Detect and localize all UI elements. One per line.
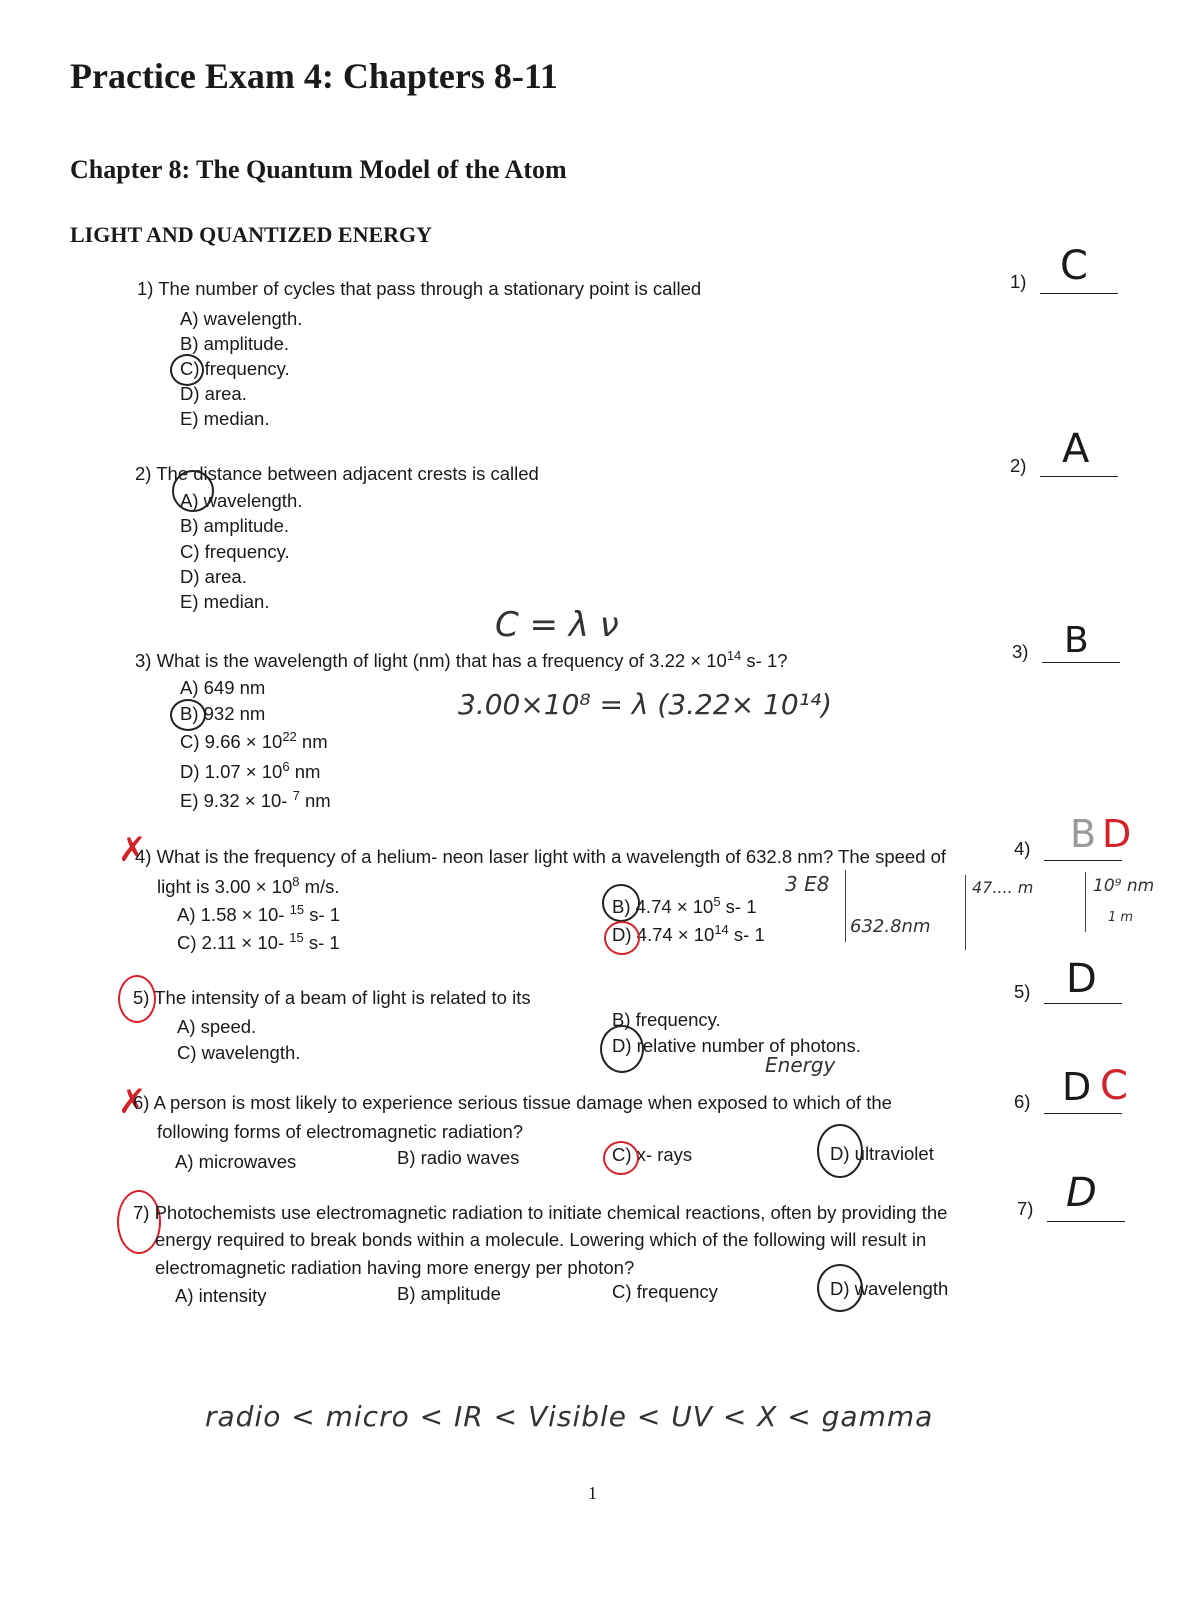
q1-answer-number: 1) [1010,271,1027,292]
chapter-heading: Chapter 8: The Quantum Model of the Atom [70,155,567,184]
q4-wrong-mark-icon: ✗ [118,830,147,870]
q5-answer-number: 5) [1014,981,1031,1002]
q3-option-b: B) 932 nm [180,703,266,724]
q4-note-unit: 1 m [1108,910,1134,925]
q6-answer-line [1044,1113,1122,1114]
q1-option-b: B) amplitude. [180,333,289,354]
question-4-text-line1: 4) What is the frequency of a helium- neon laser light with a wavelength of 632.8 nm? The speed of [135,846,947,867]
question-7-text-line2: energy required to break bonds within a molecule. Lowering which of the following will result in [155,1229,927,1250]
q6-option-d: D) ultraviolet [830,1143,934,1164]
q4-answer-circle-d [604,921,640,955]
q4-correction-letter: D [1102,812,1132,856]
q4-answer-circle-b [602,884,640,922]
q4-option-c: C) 2.11 × 10- $^{15}$ s- 1 [177,929,340,953]
q2-option-c: C) frequency. [180,541,290,562]
q3-option-e: E) 9.32 × 10- $^7$ nm [180,787,331,811]
q4-option-d: D) $4.74 \times 10^{14}$ s- 1 [612,921,765,945]
q2-answer-number: 2) [1010,455,1027,476]
q6-wrong-mark-icon: ✗ [118,1082,147,1122]
q3-answer-letter: B [1064,620,1089,661]
q3-option-a: A) 649 nm [180,677,266,698]
page-number: 1 [588,1483,597,1503]
q5-answer-letter: D [1066,956,1097,1002]
q3-option-c: C) $9.66 \times 10^{22}$ nm [180,728,328,752]
q6-answer-circle-d [817,1124,863,1178]
q4-answer-letter: B [1070,812,1097,856]
q6-correction-letter: C [1100,1063,1128,1109]
q5-option-a: A) speed. [177,1016,257,1037]
q3-option-d: D) $1.07 \times 10^6$ nm [180,758,321,782]
q5-note-energy: Energy [765,1053,836,1077]
q5-option-b: B) frequency. [612,1009,721,1030]
q4-note-divider-1 [845,870,846,942]
q2-option-a: A) wavelength. [180,490,303,511]
q5-option-d: D) relative number of photons. [612,1035,861,1056]
q6-answer-number: 6) [1014,1091,1031,1112]
question-4-text-line2: light is $3.00 \times 10^8$ m/s. [157,873,340,897]
question-2-text: 2) The distance between adjacent crests is called [135,463,539,484]
q1-option-c: C) frequency. [180,358,290,379]
q2-answer-letter: A [1062,426,1090,472]
q2-option-d: D) area. [180,566,247,587]
q5-answer-line [1044,1003,1122,1004]
q7-answer-circle [817,1264,863,1312]
q7-option-d: D) wavelength [830,1278,949,1299]
q4-answer-line [1044,860,1122,861]
q4-note-divider-2 [965,875,966,950]
question-7-text-line3: electromagnetic radiation having more energy per photon? [155,1257,635,1278]
q2-option-e: E) median. [180,591,270,612]
q7-option-b: B) amplitude [397,1283,501,1304]
q4-answer-number: 4) [1014,838,1031,859]
q3-answer-circle [170,699,206,731]
q6-option-b: B) radio waves [397,1147,520,1168]
section-heading: LIGHT AND QUANTIZED ENERGY [70,222,433,247]
handwritten-calculation: 3.00×10⁸ = λ (3.22× 10¹⁴) [458,688,833,721]
q7-answer-line [1047,1221,1125,1222]
q6-option-a: A) microwaves [175,1151,297,1172]
q7-option-a: A) intensity [175,1285,267,1306]
q4-option-a: A) 1.58 × 10- $^{15}$ s- 1 [177,901,341,925]
question-1-text: 1) The number of cycles that pass through a stationary point is called [137,278,702,299]
question-3-text: 3) What is the wavelength of light (nm) that has a frequency of $3.22 \times 10^{14}$ s- 1? [135,647,788,671]
q4-note-result: 47.... m [972,878,1034,897]
q1-answer-circle [170,354,204,386]
q4-option-b: B) $4.74 \times 10^5$ s- 1 [612,893,757,917]
question-7-text-line1: 7) Photochemists use electromagnetic radiation to initiate chemical reactions, often by providing the [133,1202,948,1223]
q6-option-c: C) x- rays [612,1144,693,1165]
q2-answer-circle [172,470,214,512]
q4-note-conversion: 10⁹ nm [1093,876,1155,896]
q4-note-divider-3 [1085,872,1086,932]
question-6-text-line1: 6) A person is most likely to experience serious tissue damage when exposed to which of the [133,1092,892,1113]
q1-option-a: A) wavelength. [180,308,303,329]
q4-note-speed: 3 E8 [785,872,830,896]
q1-answer-line [1040,293,1118,294]
q1-option-e: E) median. [180,408,270,429]
q3-answer-number: 3) [1012,641,1029,662]
question-5-text: 5) The intensity of a beam of light is related to its [133,987,531,1008]
q1-option-d: D) area. [180,383,247,404]
handwritten-formula: C = λ ν [495,605,619,645]
q6-answer-letter: D [1062,1065,1092,1109]
exam-title: Practice Exam 4: Chapters 8-11 [70,56,558,96]
q2-answer-line [1040,476,1118,477]
q6-answer-circle-c [603,1141,639,1175]
question-6-text-line2: following forms of electromagnetic radiation? [157,1121,524,1142]
handwritten-spectrum-order: radio < micro < IR < Visible < UV < X < gamma [205,1400,934,1433]
q2-option-b: B) amplitude. [180,515,289,536]
q7-option-c: C) frequency [612,1281,718,1302]
q7-answer-letter: D [1066,1170,1097,1216]
q5-option-c: C) wavelength. [177,1042,301,1063]
q1-answer-letter: C [1060,243,1088,289]
q7-answer-number: 7) [1017,1198,1034,1219]
q4-note-wavelength: 632.8nm [850,916,931,937]
q5-answer-circle [600,1025,644,1073]
q3-answer-line [1042,662,1120,663]
